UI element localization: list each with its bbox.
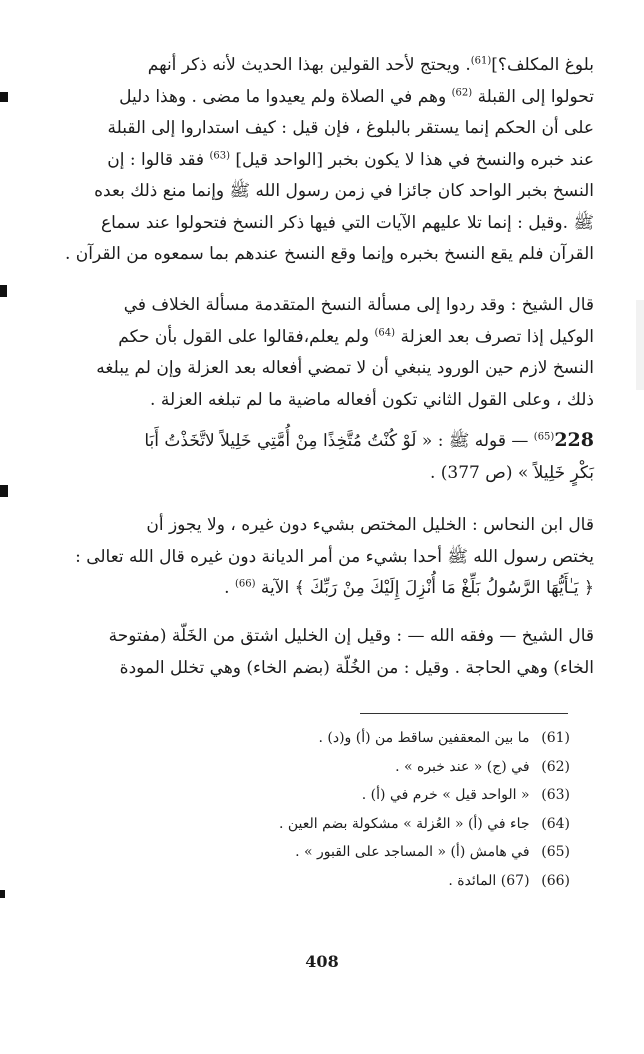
footnote-number: (64) [541, 815, 570, 832]
footnote-ref[interactable]: (62) [451, 86, 473, 98]
footnote-text: ما بين المعقفين ساقط من (أ) و(د) . [318, 730, 530, 746]
footnote-item [240, 724, 570, 753]
scan-artifact [0, 890, 5, 898]
line: ﴿ يَـٰأَيُّهَا الرَّسُولُ بَلِّغْ مَا أُنْزِلَ إِلَيْكَ مِنْ رَبِّكَ ﴾ الآية $^{(66)}$ . [224, 578, 594, 598]
line: يختص رسول الله ﷺ أحدا بشيء من أمر الديانة دون غيره قال الله تعالى : [75, 546, 594, 567]
line: 228$^{(65)}$ — قوله ﷺ : « لَوْ كُنْتُ مُتَّخِذًا مِنْ أُمَّتِي خَلِيلاً لاتَّخَذْتُ أَبَا [144, 429, 594, 451]
line: قال الشيخ — وفقه الله — : وقيل إن الخليل اشتق من الخَلّة (مفتوحة [108, 626, 594, 646]
footnote-text: « الواحد قيل » خرم في (أ) . [361, 787, 530, 803]
footnote-text: في (ج) « عند خبره » . [395, 758, 530, 775]
line: ﷺ .وقيل : إنما تلا عليهم الآيات التي فيها ذكر النسخ فتحولوا عند سماع [101, 212, 594, 233]
footnote-item [240, 781, 570, 810]
line: بلوغ المكلف؟]$^{(61)}$. ويحتج لأحد القولين بهذا الحديث لأنه ذكر أنهم [147, 55, 594, 75]
footnote-number: (62) [541, 758, 570, 775]
line: على أن الحكم إنما يستقر بالبلوغ ، فإن قيل : كيف استداروا إلى القبلة [107, 118, 594, 138]
footnote-item [240, 753, 570, 782]
footnote-ref[interactable]: (61) [470, 55, 492, 67]
footnote-number: (65) [541, 844, 570, 860]
line: القرآن فلم يقع النسخ بخبره وإنما وقع النسخ عندهم بما سمعوه من القرآن . [64, 244, 594, 264]
scan-artifact [636, 300, 644, 390]
paragraph-1 [46, 50, 594, 271]
paragraph-5 [46, 621, 594, 684]
page-number: 408 [305, 952, 339, 971]
scan-artifact [0, 92, 8, 102]
footnote-ref[interactable]: (63) [209, 149, 231, 161]
footnote-ref[interactable]: (66) [234, 578, 256, 590]
footnotes [240, 724, 570, 895]
footnote-ref[interactable]: (65) [533, 431, 555, 443]
line: قال ابن النحاس : الخليل المختص بشيء دون غيره ، ولا يجوز أن [146, 515, 594, 535]
paragraph-4 [46, 510, 594, 605]
footnote-text: (67) المائدة . [448, 872, 530, 889]
footnote-number: (66) [541, 872, 570, 889]
line: تحولوا إلى القبلة $^{(62)}$ وهم في الصلاة ولم يعيدوا ما مضى . وهذا دليل [119, 86, 594, 107]
footnote-item [240, 838, 570, 867]
line: قال الشيخ : وقد ردوا إلى مسألة النسخ المتقدمة مسألة الخلاف في [123, 295, 594, 315]
footnote-item [240, 810, 570, 839]
paragraph-2 [46, 290, 594, 416]
scan-artifact [0, 285, 7, 297]
line: الخاء) وهي الحاجة . وقيل : من الخُلّة (بضم الخاء) وهي تخلل المودة [119, 657, 594, 678]
footnote-item [240, 867, 570, 896]
line: عند خبره والنسخ في هذا لا يكون بخبر [الواحد قيل] $^{(63)}$ فقد قالوا : إن [107, 149, 594, 170]
line: الوكيل إذا تصرف بعد العزلة $^{(64)}$ ولم يعلم،فقالوا على القول بأن حكم [118, 326, 594, 347]
footnote-divider [360, 713, 568, 714]
footnote-ref[interactable]: (64) [374, 326, 396, 338]
footnote-text: جاء في (أ) « العُزلة » مشكولة بضم العين . [278, 815, 530, 832]
hadith-number: 228 [554, 429, 594, 451]
footnote-number: (61) [541, 730, 570, 746]
footnote-number: (63) [541, 787, 570, 803]
scan-artifact [0, 485, 8, 497]
footnote-text: في هامش (أ) « المساجد على القبور » . [295, 844, 530, 860]
hadith-entry [46, 425, 594, 489]
line: النسخ لازم حين الورود ينبغي أن لا تمضي أفعاله بعد العزلة وإن لم يبلغه [96, 358, 594, 378]
line: بَكْرٍ خَلِيلاً » (ص 377) . [429, 462, 594, 483]
line: النسخ بخبر الواحد كان جائزا في زمن رسول الله ﷺ وإنما منع ذلك بعده [94, 181, 594, 201]
line: ذلك ، وعلى القول الثاني تكون أفعاله ماضية ما لم تبلغه العزلة . [150, 389, 594, 410]
